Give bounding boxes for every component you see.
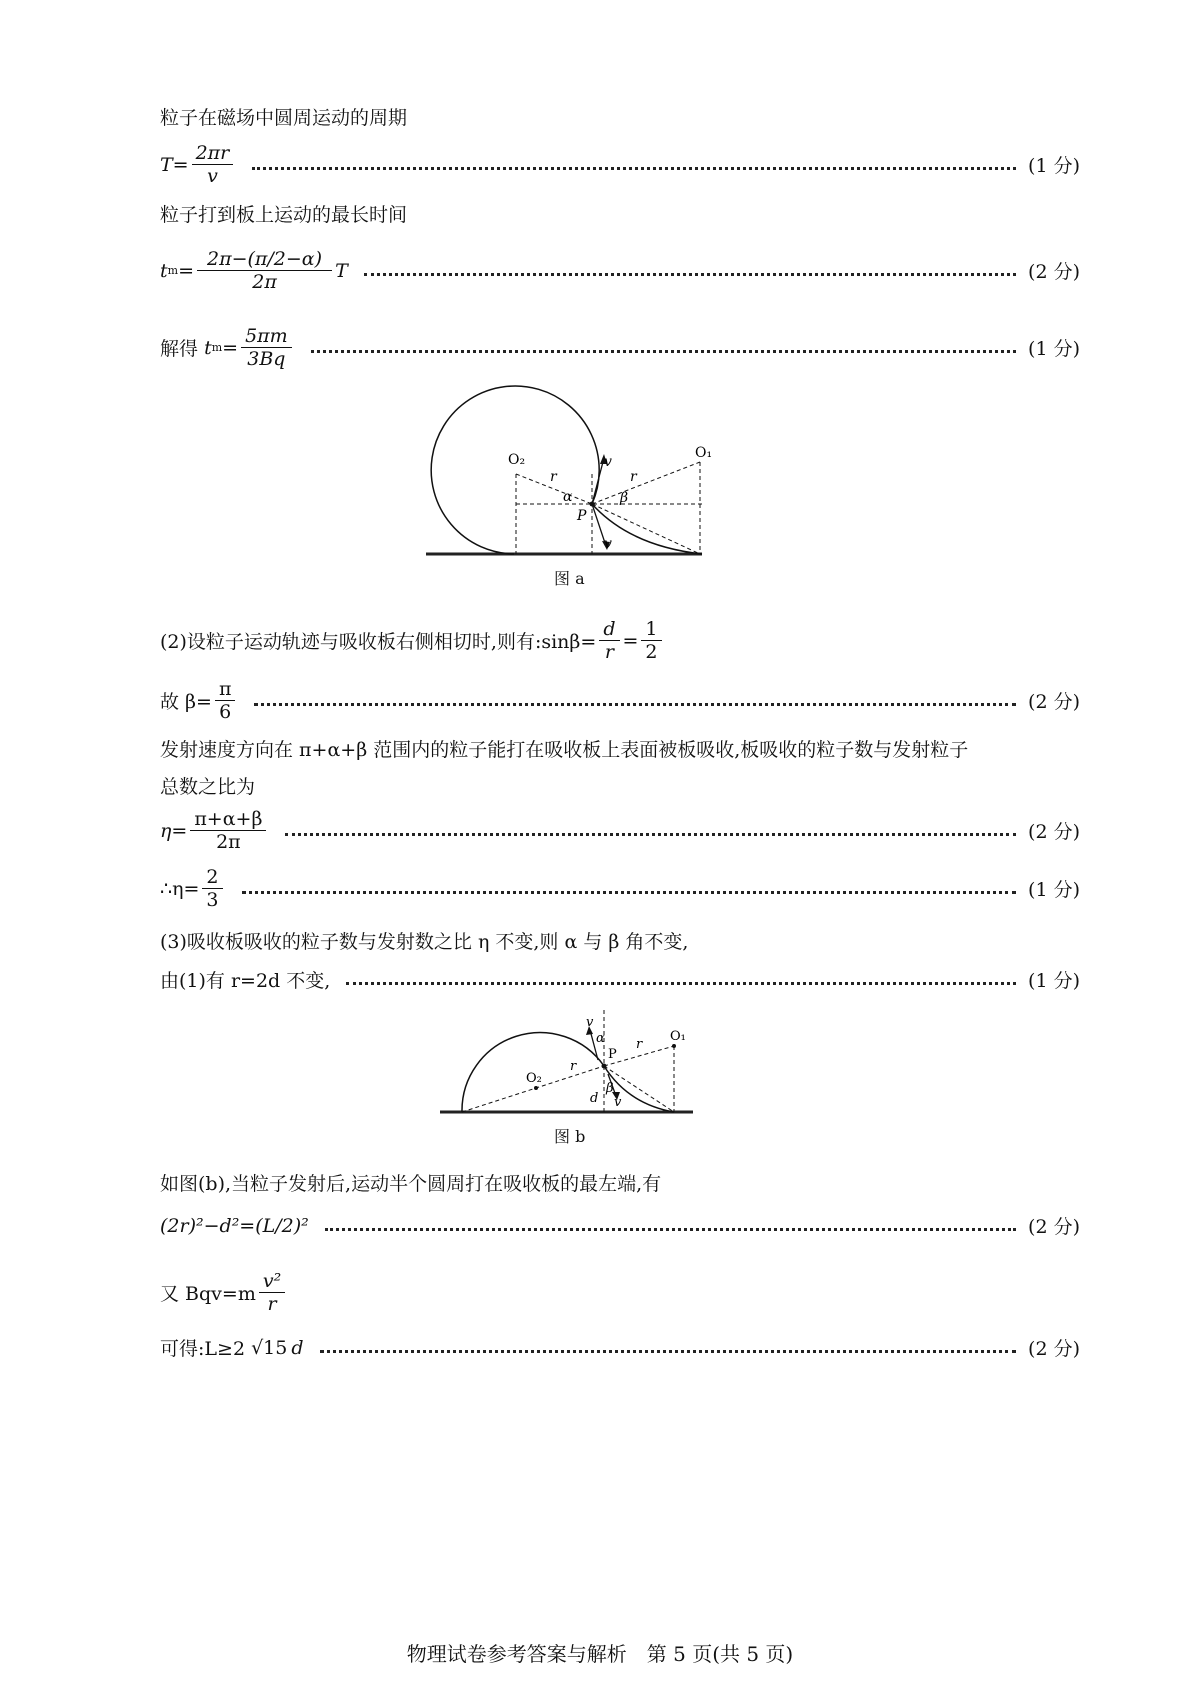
trajectory-big-circle <box>431 386 599 554</box>
text-emission-range: 发射速度方向在 π+α+β 范围内的粒子能打在吸收板上表面被板吸收,板吸收的粒子数与发射粒子 <box>160 739 969 761</box>
text-ratio-intro: 总数之比为 <box>160 776 256 798</box>
label-alpha: α <box>596 1031 605 1046</box>
label-r-right: r <box>636 1037 643 1052</box>
text-r-equals-2d: 由(1)有 r=2d 不变, <box>160 970 331 992</box>
leader-dots <box>320 1350 1016 1353</box>
formula-result-row: 解得 t m = $\frac{5\pi m}{3Bq}$ (1 分) <box>160 325 1080 370</box>
fraction-period: $\frac{2\pi r}{v}$ <box>192 142 234 187</box>
formula-tm-lhs: t <box>160 259 168 282</box>
page-footer: 物理试卷参考答案与解析 第 5 页(共 5 页) <box>406 1642 794 1666</box>
label-v-down: v <box>604 536 612 552</box>
point-p <box>602 1064 607 1069</box>
formula-eta-row <box>160 808 1080 853</box>
formula-sin-row: (2)设粒子运动轨迹与吸收板右侧相切时,则有:sinβ= $\frac{d}{r}$ = $\frac{1}{2}$ <box>160 618 1080 663</box>
label-p: P <box>608 1047 617 1062</box>
score-label: (1 分) <box>1028 338 1080 360</box>
point-o2 <box>534 1086 538 1090</box>
label-o1: O₁ <box>670 1029 686 1044</box>
formula-tm-tail: T <box>335 259 348 282</box>
text-period-intro: 粒子在磁场中圆周运动的周期 <box>160 107 408 129</box>
fraction-d-over-r: $\frac{d}{r}$ <box>599 618 619 663</box>
label-p: P <box>577 508 587 524</box>
text-part3-intro: (3)吸收板吸收的粒子数与发射数之比 η 不变,则 α 与 β 角不变, <box>160 931 689 953</box>
text-max-time-intro: 粒子打到板上运动的最长时间 <box>160 204 408 226</box>
formula-geometry: (2r)²−d²=(L/2)² <box>160 1214 309 1237</box>
formula-eta-lhs: η= <box>160 819 188 842</box>
leader-dots <box>364 273 1016 276</box>
text-half-circle: 如图(b),当粒子发射后,运动半个圆周打在吸收板的最左端,有 <box>160 1173 662 1195</box>
formula-res-lhs: t <box>204 336 212 359</box>
label-o1: O₁ <box>695 445 713 461</box>
text-therefore-beta: 故 β= <box>160 691 212 713</box>
label-o2: O₂ <box>526 1071 542 1086</box>
point-o1 <box>672 1044 676 1048</box>
formula-T-lhs: T= <box>160 153 189 176</box>
velocity-up-arrow <box>592 458 604 504</box>
text-tangent-condition: (2)设粒子运动轨迹与吸收板右侧相切时,则有:sinβ= <box>160 631 597 653</box>
formula-r-2d-row <box>160 966 1080 993</box>
score-label: (1 分) <box>1028 879 1080 901</box>
label-r-right: r <box>630 469 637 485</box>
label-v-up: v <box>586 1015 594 1030</box>
label-o2: O₂ <box>508 452 526 468</box>
label-r-left: r <box>570 1059 577 1074</box>
text-lorentz: 又 Bqv=m <box>160 1283 256 1305</box>
formula-beta-row <box>160 678 1080 723</box>
leader-dots <box>346 982 1016 985</box>
text-solved: 解得 <box>160 338 199 360</box>
point-p <box>590 502 595 507</box>
figure-a-caption: 图 a <box>554 569 585 588</box>
fraction-two-thirds: $\frac{2}{3}$ <box>202 866 222 911</box>
label-v-up: v <box>604 454 612 470</box>
score-label: (2 分) <box>1028 1338 1080 1360</box>
figure-b-caption: 图 b <box>554 1127 586 1146</box>
score-label: (2 分) <box>1028 691 1080 713</box>
fraction-result: $\frac{5\pi m}{3Bq}$ <box>241 325 292 370</box>
leader-dots <box>325 1228 1016 1231</box>
score-label: (1 分) <box>1028 155 1080 177</box>
fraction-eta: $\frac{\pi+\alpha+\beta}{2\pi}$ <box>190 808 266 853</box>
score-label: (2 分) <box>1028 821 1080 843</box>
label-v-down: v <box>614 1095 622 1110</box>
formula-lorentz-row <box>160 1270 1080 1315</box>
score-label: (1 分) <box>1028 970 1080 992</box>
fraction-one-half: $\frac{1}{2}$ <box>641 618 661 663</box>
fraction-v2-over-r: $\frac{\text{v²}}{r}$ <box>259 1270 285 1315</box>
subscript-m: m <box>211 341 223 354</box>
figure-b-diagram <box>438 1000 718 1140</box>
label-d: d <box>590 1091 599 1106</box>
text-final-result: 可得:L≥2 <box>160 1338 246 1360</box>
formula-tm-row: t m = $\frac{2\pi-(\pi/2-\alpha)}{2\pi}$ T (2 分) <box>160 248 1080 293</box>
formula-eta-value-row <box>160 866 1080 911</box>
final-d: d <box>291 1336 304 1359</box>
formula-final-row <box>160 1334 1080 1361</box>
formula-period-row <box>160 142 1080 187</box>
leader-dots <box>242 891 1017 894</box>
leader-dots <box>285 833 1016 836</box>
label-r-left: r <box>550 469 557 485</box>
leader-dots <box>254 703 1016 706</box>
label-beta: β <box>620 490 629 506</box>
leader-dots <box>252 167 1016 170</box>
text-therefore-eta: ∴η= <box>160 877 200 900</box>
fraction-pi-over-6: $\frac{\pi}{6}$ <box>215 678 236 723</box>
label-beta: β <box>606 1081 614 1096</box>
label-alpha: α <box>563 489 573 505</box>
fraction-tm: $\frac{2\pi-(\pi/2-\alpha)}{2\pi}$ <box>197 248 332 293</box>
leader-dots <box>311 350 1016 353</box>
sqrt-15: √15 <box>251 1336 288 1359</box>
formula-geometry-row <box>160 1212 1080 1239</box>
score-label: (2 分) <box>1028 261 1080 283</box>
score-label: (2 分) <box>1028 1216 1080 1238</box>
subscript-m: m <box>167 264 179 277</box>
